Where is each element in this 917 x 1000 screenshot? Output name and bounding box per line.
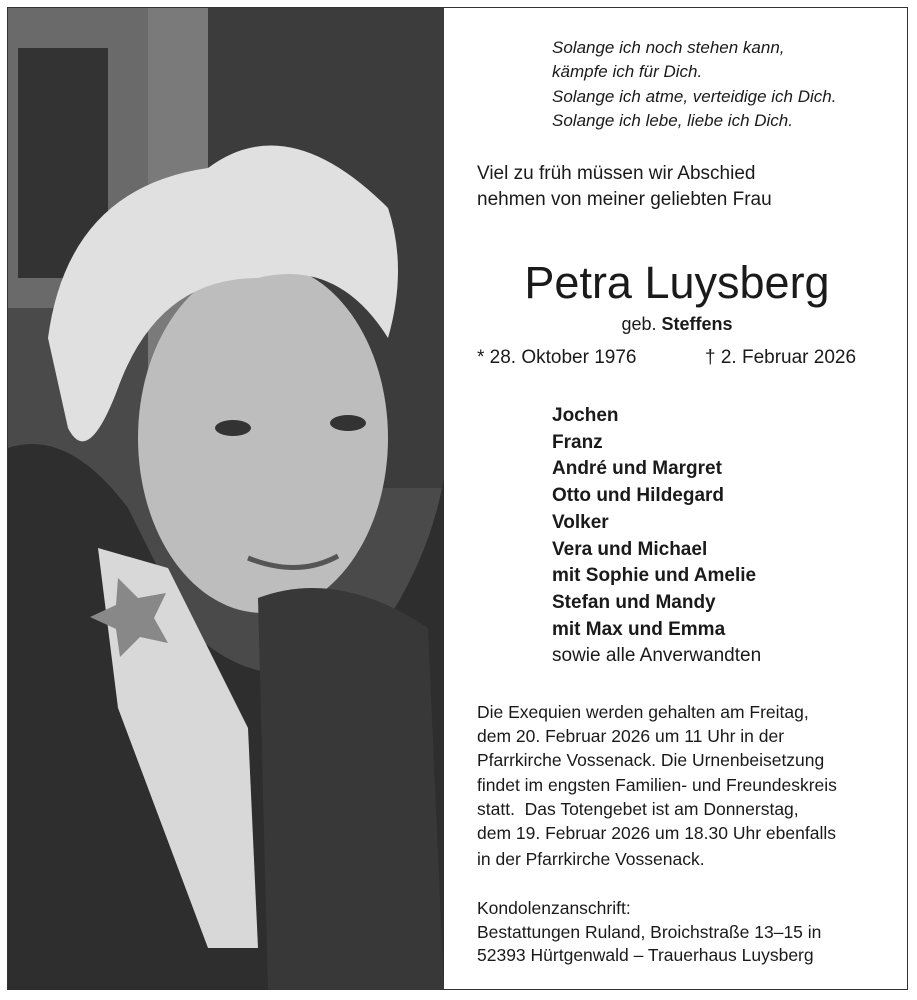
poem-line: kämpfe ich für Dich. [552,62,703,82]
family-closing: sowie alle Anverwandten [552,645,762,667]
family-member: André und Margret [552,458,722,480]
service-info [477,700,837,871]
poem-line: Solange ich noch stehen kann, [552,38,785,57]
deceased-name: Petra Luysberg [524,257,830,308]
birth-date: * 28. Oktober 1976 [477,347,637,368]
service-line: findet im engsten Familien- und Freundeskreis [477,774,837,795]
born-prefix: geb. [621,314,657,334]
intro-line: Viel zu früh müssen wir Abschied [477,163,756,184]
family-member: Jochen [552,405,619,426]
service-line: Die Exequien werden gehalten am Freitag, [477,702,809,722]
condolence-address [477,897,821,968]
family-member: Volker [552,511,609,533]
intro-line: nehmen von meiner geliebten Frau [477,189,772,210]
family-list [552,403,761,670]
condolence-line: 52393 Hürtgenwald – Trauerhaus Luysberg [477,945,814,965]
service-line: dem 20. Februar 2026 um 11 Uhr in der [477,726,785,747]
poem-line: Solange ich atme, verteidige ich Dich. [552,86,837,106]
condolence-line: Bestattungen Ruland, Broichstraße 13–15 in [477,921,822,942]
family-member: mit Max und Emma [552,618,726,640]
poem [552,36,836,133]
maiden-surname: Steffens [661,314,733,334]
condolence-line: Kondolenzanschrift: [477,898,631,918]
service-line: Pfarrkirche Vossenack. Die Urnenbeisetzung [477,750,825,771]
maiden-name [444,314,910,335]
family-member: mit Sophie und Amelie [552,565,757,587]
intro-text [477,161,772,213]
service-line: dem 19. Februar 2026 um 18.30 Uhr ebenfalls [477,823,836,844]
family-member: Stefan und Mandy [552,591,716,613]
family-member: Vera und Michael [552,538,708,560]
family-member: Franz [552,431,603,453]
death-date: † 2. Februar 2026 [705,347,857,368]
family-member: Otto und Hildegard [552,485,725,507]
poem-line: Solange ich lebe, liebe ich Dich. [552,110,793,130]
portrait-photo [8,8,444,990]
service-line: statt. Das Totengebet ist am Donnerstag, [477,798,799,819]
service-line: in der Pfarrkirche Vossenack. [477,849,705,870]
